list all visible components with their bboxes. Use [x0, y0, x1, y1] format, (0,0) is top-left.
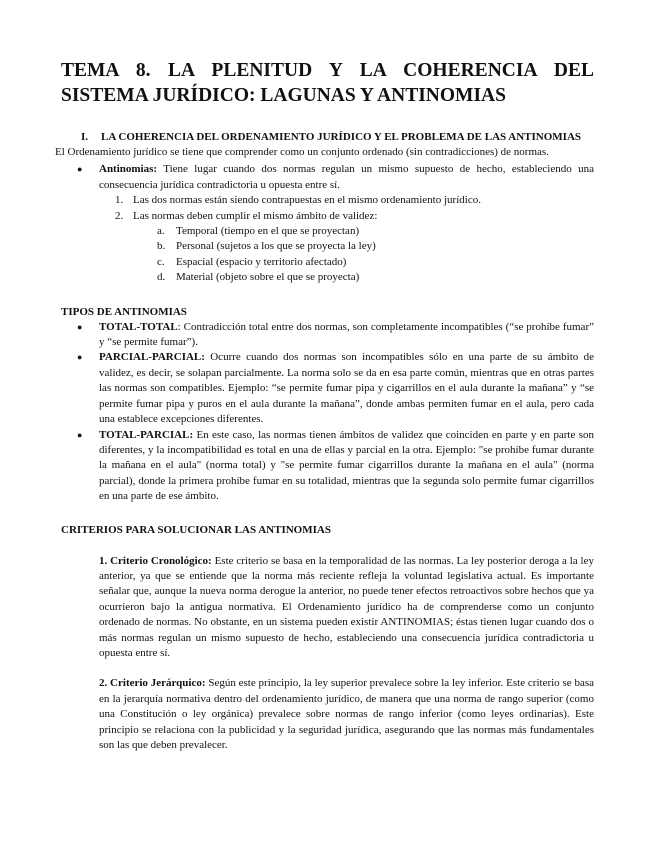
tipos-heading: TIPOS DE ANTINOMIAS [61, 305, 187, 318]
tipo-text: : Contradicción total entre dos normas, son completamente incompatibles (“se prohíbe fumar” y “se permite fumar”). [99, 320, 594, 349]
tipo-text: En este caso, las normas tienen ámbitos de validez que coinciden en parte y en parte son diferentes, y la incompatibilidad es total en una de ellas y parcial en la otra. Ejemplo: "se prohíbe fumar durante la mañana en el aula" (norma total) y "se permite fumar cigarrillos durante la mañana en el aula" (norma parcial), donde la primera prohíbe fumar en su totalidad, mientras que la segunda solo permite fumar cigarrillos en una parte de ese ámbito. [99, 428, 594, 503]
criterios-heading: CRITERIOS PARA SOLUCIONAR LAS ANTINOMIAS [61, 523, 331, 536]
list-item-text: Espacial (espacio y territorio afectado) [176, 255, 347, 268]
list-item-text: Material (objeto sobre el que se proyecta) [176, 271, 360, 284]
list-item [61, 350, 594, 427]
conditions-list [61, 193, 594, 224]
list-marker: a. [157, 225, 165, 238]
tipo-label: TOTAL-PARCIAL: [99, 428, 194, 441]
criterio-text: Según este principio, la ley superior prevalece sobre la ley inferior. Este criterio se basa en la jerarquía normativa dentro del ordenamiento jurídico, de manera que una norma de rango superior (como una Constitución o ley orgánica) prevalece sobre normas de rango inferior (como leyes ordinarias). Este principio se relaciona con la publicidad y la seguridad jurídica, asegurando que las normas más fundamentales son las que deben prevalecer. [99, 677, 595, 751]
list-item [61, 209, 594, 224]
list-marker: d. [157, 271, 166, 284]
list-marker: c. [157, 255, 165, 268]
list-marker: 1. [115, 194, 124, 207]
criterio-label: 2. Criterio Jerárquico: [99, 677, 206, 690]
criterio-text: Este criterio se basa en la temporalidad de las normas. La ley posterior deroga a la ley anterior, ya que se entiende que la norma más reciente refleja la voluntad legislativa actual. Es importante señalar que, aunque la nueva norma derogue la anterior, no puede tener efectos retroactivos sobre hechos que ya ocurrieron bajo la antigua normativa. El Ordenamiento jurídico ha de comprenderse como un conjunto ordenado de normas. No obstante, en un sistema pueden existir ANTINOMIAS; éstas tienen lugar cuando dos o más normas regulan un mismo supuesto de hecho, estableciendo una consecuencia jurídica contradictoria u opuesta entre sí. [99, 554, 594, 659]
section-1-number: I. [81, 131, 89, 143]
tipos-list [61, 320, 594, 505]
tipo-label: PARCIAL-PARCIAL: [99, 351, 205, 364]
section-1-title: LA COHERENCIA DEL ORDENAMIENTO JURÍDICO Y EL PROBLEMA DE LAS ANTINOMIAS [101, 131, 582, 143]
criterio-paragraph [99, 676, 594, 753]
antinomias-label: Antinomias: [99, 163, 158, 176]
list-item-text: Personal (sujetos a los que se proyecta la ley) [176, 240, 376, 253]
tipo-label: TOTAL-TOTAL [99, 320, 178, 333]
list-item [61, 270, 594, 285]
antinomias-list [61, 162, 594, 193]
list-item [61, 255, 594, 270]
validity-scope-list [61, 224, 594, 286]
document-title: TEMA 8. LA PLENITUD Y LA COHERENCIA DEL SISTEMA JURÍDICO: LAGUNAS Y ANTINOMIAS [61, 60, 594, 106]
list-marker: b. [157, 240, 166, 253]
list-item [61, 224, 594, 239]
list-marker: 2. [115, 209, 124, 222]
criterio-label: 1. Criterio Cronológico: [99, 554, 212, 567]
tipo-text: Ocurre cuando dos normas son incompatibles sólo en una parte de su ámbito de validez, es decir, se solapan parcialmente. La norma solo se da en esa parte común, mientras que en otras partes las normas son compatibles. Ejemplo: “se permite fumar pipa y cigarrillos en el aula durante la mañana” y “se permite fumar pipa y puros en el aula durante la mañana”, donde ambas permiten fumar en el aula, pero cada una establece excepciones diferentes. [99, 351, 594, 426]
list-item [61, 428, 594, 505]
list-item-text: Las normas deben cumplir el mismo ámbito de validez: [133, 209, 378, 222]
list-item [61, 193, 594, 208]
list-item-text: Temporal (tiempo en el que se proyectan) [176, 225, 360, 238]
section-1-intro: El Ordenamiento jurídico se tiene que comprender como un conjunto ordenado (sin contradicciones) de normas. [55, 146, 549, 158]
criterio-paragraph [99, 554, 594, 662]
antinomias-definition [61, 162, 594, 193]
list-item [61, 239, 594, 254]
list-item-text: Las dos normas están siendo contrapuestas en el mismo ordenamiento jurídico. [133, 194, 481, 207]
antinomias-text: Tiene lugar cuando dos normas regulan un mismo supuesto de hecho, estableciendo una consecuencia jurídica contradictoria u opuesta entre sí. [99, 163, 594, 191]
list-item [61, 320, 594, 351]
section-1-heading [61, 130, 594, 144]
